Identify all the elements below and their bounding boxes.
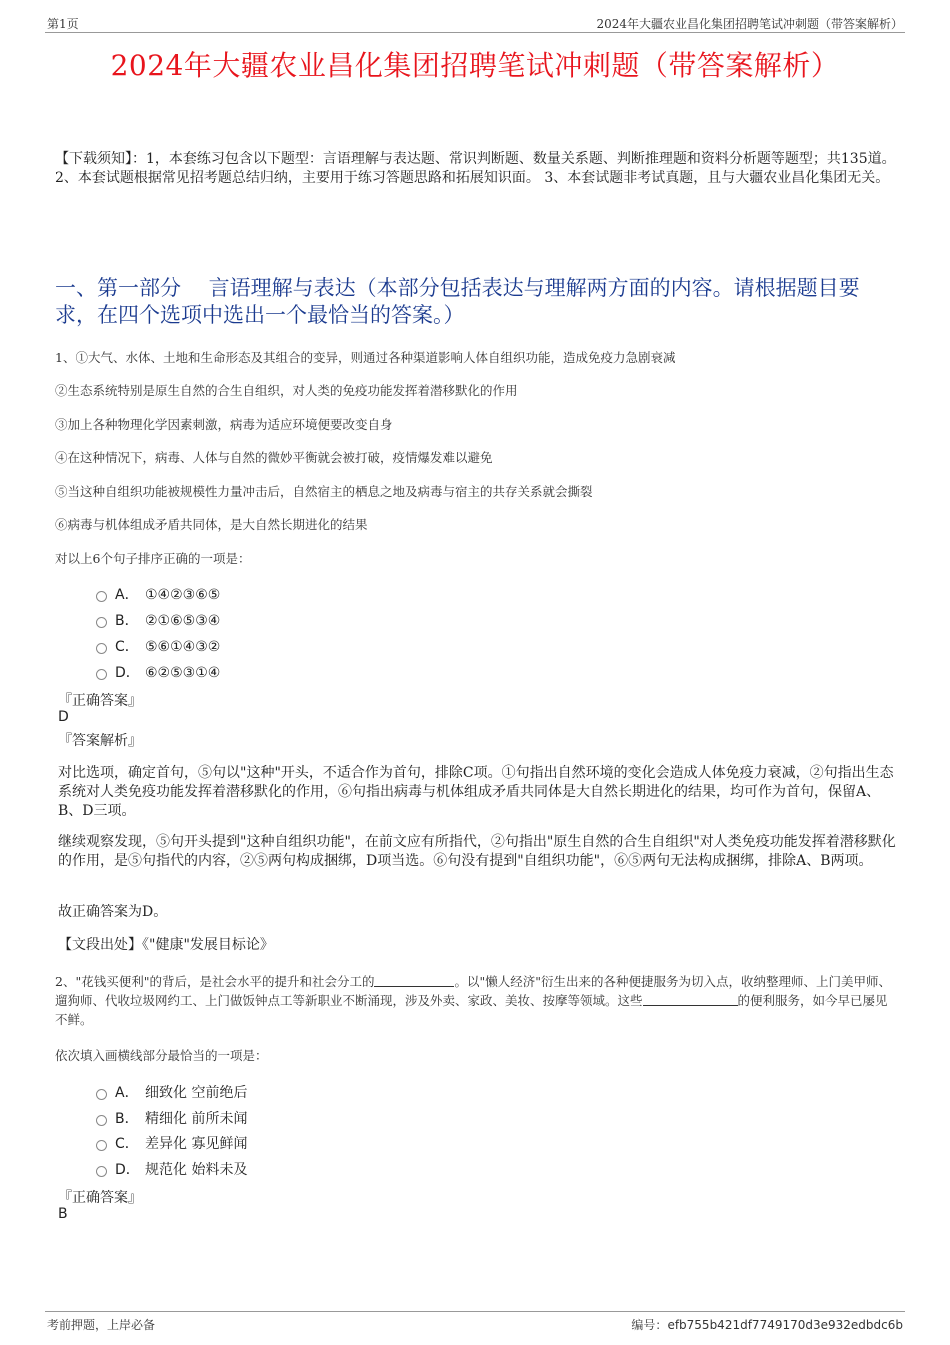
q2-option-b[interactable]: B． 精细化 前所未闻 xyxy=(96,1108,247,1128)
q1-analysis-paragraph: 继续观察发现，⑤句开头提到"这种自组织功能"，在前文应有所指代，②句指出"原生自然的合生自组织"对人类免疫功能发挥着潜移默化的作用，是⑤句指代的内容，②⑤两句构成捆绑，D项当选。⑥句没有提到"自组织功能"，⑥⑤两句无法构成捆绑，排除A、B两项。 xyxy=(58,834,896,869)
q1-option-b[interactable]: B． ②①⑥⑤③④ xyxy=(96,610,220,630)
footer-slogan: 考前押题，上岸必备 xyxy=(47,1318,156,1332)
q1-line: 1、①大气、水体、土地和生命形态及其组合的变异，则通过各种渠道影响人体自组织功能，造成免疫力急剧衰减 xyxy=(55,350,676,365)
radio-icon[interactable] xyxy=(96,1140,107,1151)
footer-code: 编号：efb755b421df7749170d3e932edbdc6b xyxy=(631,1318,903,1332)
q2-answer-label: 『正确答案』 xyxy=(58,1190,142,1206)
radio-icon[interactable] xyxy=(96,617,107,628)
q1-prompt: 对以上6个句子排序正确的一项是： xyxy=(55,551,251,566)
q1-option-d[interactable]: D． ⑥②⑤③①④ xyxy=(96,662,220,682)
q1-answer: D xyxy=(58,709,69,725)
q1-line: ②生态系统特别是原生自然的合生自组织，对人类的免疫功能发挥着潜移默化的作用 xyxy=(55,383,518,398)
q2-answer: B xyxy=(58,1206,68,1222)
q1-analysis-paragraph: 对比选项，确定首句，⑤句以"这种"开头，不适合作为首句，排除C项。①句指出自然环境的变化会造成人体免疫力衰减，②句指出生态系统对人类免疫功能发挥着潜移默化的作用，⑥句指出病毒与机体组成矛盾共同体是大自然长期进化的结果，均可作为首句，保留A、B、D三项。 xyxy=(58,765,894,819)
q2-prompt: 依次填入画横线部分最恰当的一项是： xyxy=(55,1048,268,1063)
q1-analysis-conclusion: 故正确答案为D。 xyxy=(58,904,168,920)
radio-icon[interactable] xyxy=(96,1089,107,1100)
radio-icon[interactable] xyxy=(96,591,107,602)
radio-icon[interactable] xyxy=(96,669,107,680)
page-header xyxy=(45,12,905,33)
header-doc-title: 2024年大疆农业昌化集团招聘笔试冲刺题（带答案解析） xyxy=(596,17,903,31)
q2-stem: 2、"花钱买便利"的背后，是社会水平的提升和社会分工的 。以"懒人经济"衍生出来的各种便捷服务为切入点，收纳整理师、上门美甲师、遛狗师、代收垃圾网约工、上门做饭钟点工等新职业不断涌现，涉及外卖、家政、美妆、按摩等领域。这些 的便利服务，如今早已屡见不鲜。 xyxy=(55,974,891,1027)
q1-line: ⑤当这种自组织功能被规模性力量冲击后，自然宿主的栖息之地及病毒与宿主的共存关系就会撕裂 xyxy=(55,484,593,499)
fill-blank-2 xyxy=(643,993,738,1006)
q1-line: ④在这种情况下，病毒、人体与自然的微妙平衡就会被打破，疫情爆发难以避免 xyxy=(55,450,493,465)
q1-source: 【文段出处】《"健康"发展目标论》 xyxy=(58,937,274,953)
q1-answer-label: 『正确答案』 xyxy=(58,693,142,709)
q1-line: ⑥病毒与机体组成矛盾共同体，是大自然长期进化的结果 xyxy=(55,517,368,532)
page-number: 第1页 xyxy=(47,17,79,31)
radio-icon[interactable] xyxy=(96,1166,107,1177)
page-title: 2024年大疆农业昌化集团招聘笔试冲刺题（带答案解析） xyxy=(110,49,840,82)
q2-option-d[interactable]: D． 规范化 始料未及 xyxy=(96,1159,247,1179)
q1-option-c[interactable]: C． ⑤⑥①④③② xyxy=(96,636,220,656)
q2-option-c[interactable]: C． 差异化 寡见鲜闻 xyxy=(96,1133,247,1153)
q2-option-a[interactable]: A． 细致化 空前绝后 xyxy=(96,1082,247,1102)
section-heading: 一、第一部分 言语理解与表达（本部分包括表达与理解两方面的内容。请根据题目要求，在四个选项中选出一个最恰当的答案。） xyxy=(55,276,860,327)
q1-analysis-label: 『答案解析』 xyxy=(58,733,142,749)
page-footer xyxy=(45,1311,905,1336)
fill-blank-1 xyxy=(374,974,454,987)
radio-icon[interactable] xyxy=(96,643,107,654)
q1-line: ③加上各种物理化学因素刺激，病毒为适应环境便要改变自身 xyxy=(55,417,393,432)
radio-icon[interactable] xyxy=(96,1115,107,1126)
download-notice: 【下载须知】：1，本套练习包含以下题型：言语理解与表达题、常识判断题、数量关系题、判断推理题和资料分析题等题型；共135道。 2、本套试题根据常见招考题总结归纳，主要用于练习答题思路和拓展知识面。 3、本套试题非考试真题，且与大疆农业昌化集团无关。 xyxy=(55,151,896,186)
q1-option-a[interactable]: A． ①④②③⑥⑤ xyxy=(96,584,220,604)
